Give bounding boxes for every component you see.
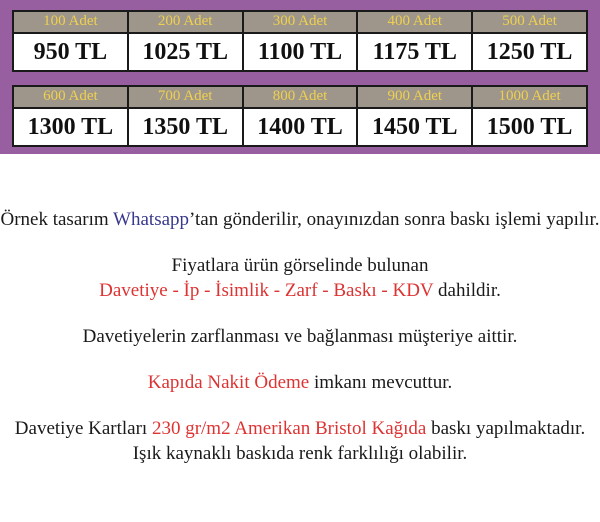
price-column — [127, 87, 242, 145]
price-value: 1450 TL — [371, 113, 458, 140]
price-table-row-1 — [12, 10, 588, 72]
quantity-header: 1000 Adet — [473, 87, 586, 109]
included-items-highlight: Davetiye - İp - İsimlik - Zarf - Baskı - KDV — [99, 280, 434, 301]
quantity-header: 700 Adet — [129, 87, 242, 109]
price-table-row-2 — [12, 85, 588, 147]
price-column — [14, 87, 127, 145]
note-text: imkanı mevcuttur. — [309, 372, 453, 393]
quantity-header: 500 Adet — [473, 12, 586, 34]
price-value: 1250 TL — [486, 38, 573, 65]
note-envelope-responsibility — [0, 324, 600, 349]
cash-payment-highlight: Kapıda Nakit Ödeme — [147, 372, 310, 393]
price-value: 1025 TL — [142, 38, 228, 65]
price-column — [242, 12, 357, 70]
quantity-header: 900 Adet — [358, 87, 471, 109]
price-column — [356, 12, 471, 70]
price-column — [356, 87, 471, 145]
quantity-header: 600 Adet — [14, 87, 127, 109]
note-text: ’tan gönderilir, onayınızdan sonra baskı işlemi yapılır. — [189, 209, 600, 230]
note-design-approval — [0, 207, 600, 232]
price-value: 1500 TL — [486, 113, 573, 140]
note-cash-on-delivery — [0, 370, 600, 395]
quantity-header: 800 Adet — [244, 87, 357, 109]
quantity-header: 200 Adet — [129, 12, 242, 34]
color-difference-note: Işık kaynaklı baskıda renk farklılığı olabilir. — [132, 443, 468, 464]
note-text: Davetiye Kartları — [14, 418, 152, 439]
quantity-header: 300 Adet — [244, 12, 357, 34]
note-text: baskı yapılmaktadır. — [426, 418, 586, 439]
price-value: 1175 TL — [372, 38, 457, 65]
price-column — [471, 12, 586, 70]
note-text: dahildir. — [433, 280, 501, 301]
price-value: 1350 TL — [142, 113, 228, 140]
pricing-banner — [0, 0, 600, 154]
note-price-includes — [0, 253, 600, 303]
product-notes — [0, 154, 600, 466]
note-text: Fiyatlara ürün görselinde bulunan — [171, 255, 429, 276]
price-value: 1100 TL — [257, 38, 343, 65]
note-text: Örnek tasarım — [0, 209, 114, 230]
price-column — [127, 12, 242, 70]
note-text: Davetiyelerin zarflanması ve bağlanması müşteriye aittir. — [82, 326, 518, 347]
note-paper-spec — [0, 416, 600, 466]
price-column — [14, 12, 127, 70]
whatsapp-link[interactable]: Whatsapp — [113, 209, 190, 230]
price-column — [242, 87, 357, 145]
price-value: 1300 TL — [27, 113, 114, 140]
quantity-header: 100 Adet — [14, 12, 127, 34]
quantity-header: 400 Adet — [358, 12, 471, 34]
paper-spec-highlight: 230 gr/m2 Amerikan Bristol Kağıda — [151, 418, 427, 439]
price-value: 950 TL — [33, 38, 108, 65]
price-value: 1400 TL — [257, 113, 343, 140]
price-column — [471, 87, 586, 145]
